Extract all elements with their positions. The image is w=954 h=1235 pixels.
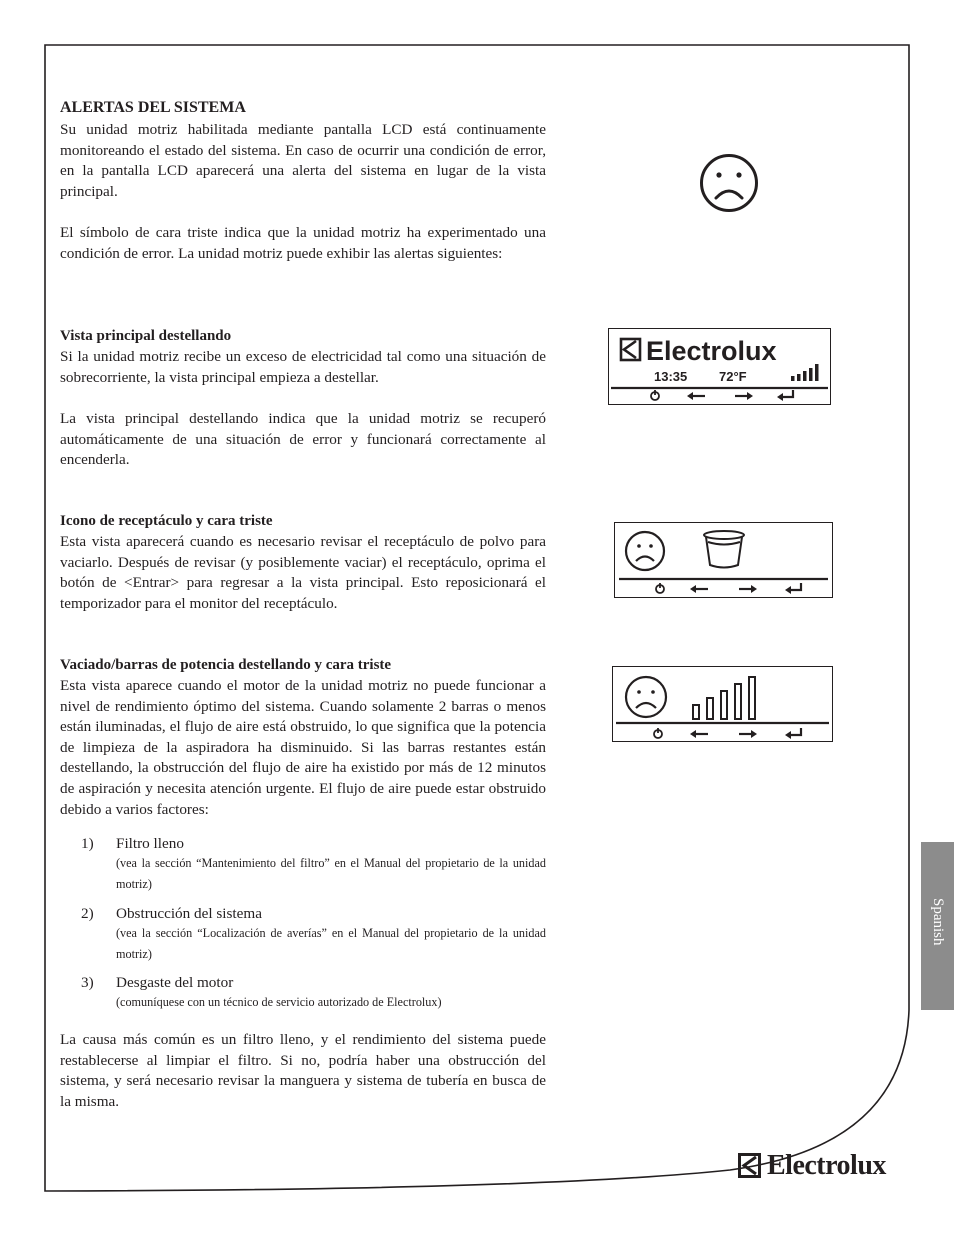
lcd-time: 13:35 (654, 369, 688, 384)
alert-1-paragraph-1: Si la unidad motriz recibe un exceso de electricidad tal como una situación de sobrecorriente, la vista principal empieza a destellar. (60, 348, 546, 386)
power-icon (651, 390, 659, 400)
power-bars-icon (693, 677, 755, 719)
list-title: Desgaste del motor (116, 974, 234, 991)
list-number: 1) (81, 835, 94, 852)
power-bar (707, 698, 713, 719)
alert-heading-power-bars-sad-face: Vaciado/barras de potencia destellando y cara triste (60, 657, 392, 673)
language-tab-label: Spanish (930, 898, 946, 946)
arrow-left-icon (687, 392, 705, 400)
lcd-brand-text: Electrolux (646, 336, 777, 366)
sad-face-icon (699, 153, 759, 213)
electrolux-logo-icon (738, 1153, 762, 1179)
arrow-right-icon (739, 730, 757, 738)
electrolux-logo-icon (621, 339, 640, 360)
section-title: ALERTAS DEL SISTEMA (60, 99, 246, 116)
lcd-container-view (614, 522, 833, 598)
power-bar (721, 691, 727, 719)
lcd-power-bars-view (612, 666, 833, 742)
power-bar (735, 684, 741, 719)
arrow-left-icon (690, 585, 708, 593)
power-icon (654, 728, 662, 738)
language-tab (921, 842, 954, 1010)
footer-brand (738, 1150, 886, 1182)
alert-1-paragraph-2: La vista principal destellando indica que la unidad motriz se recuperó automáticamente de una situación de error y funcionará correctamente al encenderla. (60, 410, 546, 469)
arrow-right-icon (739, 585, 757, 593)
alert-heading-container-sad-face: Icono de receptáculo y cara triste (60, 513, 273, 529)
power-icon (656, 583, 664, 593)
lcd-temperature: 72°F (719, 369, 747, 384)
alert-heading-flashing-main: Vista principal destellando (60, 328, 232, 344)
intro-paragraph-1: Su unidad motriz habilitada mediante pantalla LCD está continuamente monitoreando el estado del sistema. En caso de ocurrir una condición de error, en la pantalla LCD aparecerá una alerta del sistema en lugar de la vista principal. (60, 121, 546, 200)
power-bar (749, 677, 755, 719)
lcd-main-view (608, 328, 831, 405)
dust-container-icon (704, 531, 744, 568)
enter-icon (777, 390, 793, 401)
closing-paragraph: La causa más común es un filtro lleno, y el rendimiento del sistema puede restablecerse al limpiar el filtro. Si no, podría haber una obstrucción del sistema, y será necesario revisar la manguera y sistema de tubería en busca de la misma. (60, 1031, 546, 1110)
list-number: 3) (81, 974, 94, 991)
enter-icon (785, 728, 801, 739)
enter-icon (785, 583, 801, 594)
list-title: Obstrucción del sistema (116, 905, 262, 922)
list-title: Filtro lleno (116, 835, 184, 852)
list-note: (comuníquese con un técnico de servicio autorizado de Electrolux) (116, 995, 442, 1009)
arrow-left-icon (690, 730, 708, 738)
intro-paragraph-2: El símbolo de cara triste indica que la unidad motriz ha experimentado una condición de error. La unidad motriz puede exhibir las alertas siguientes: (60, 224, 546, 262)
signal-bars-icon (791, 364, 819, 381)
list-note: (vea la sección “Localización de averías” en el Manual del propietario de la unidad motriz) (116, 926, 546, 961)
list-note: (vea la sección “Mantenimiento del filtro” en el Manual del propietario de la unidad motriz) (116, 856, 546, 891)
arrow-right-icon (735, 392, 753, 400)
alert-2-paragraph: Esta vista aparecerá cuando es necesario revisar el receptáculo de polvo para vaciarlo. Después de revisar (y posiblemente vaciar) el receptáculo, oprima el botón de <Entrar> para regresar a la vista principal. Esto reposicionará el temporizador para el monitor del receptáculo. (60, 533, 546, 612)
footer-brand-name: Electrolux (767, 1150, 886, 1181)
sad-face-icon (626, 532, 664, 570)
power-bar (693, 705, 699, 719)
sad-face-icon (626, 677, 666, 717)
alert-3-paragraph: Esta vista aparece cuando el motor de la unidad motriz no puede funcionar a nivel de rendimiento óptimo del sistema. Cuando solamente 2 barras o menos están iluminadas, el flujo de aire está obstruido, lo que significa que la potencia de limpieza de la aspiradora ha disminuido. Si las barras restantes están destellando, la obstrucción del flujo de aire ha existido por más de 12 minutos de aspiración y necesita atención urgente. El flujo de aire puede estar obstruido debido a varios factores: (60, 677, 546, 818)
list-number: 2) (81, 905, 94, 922)
